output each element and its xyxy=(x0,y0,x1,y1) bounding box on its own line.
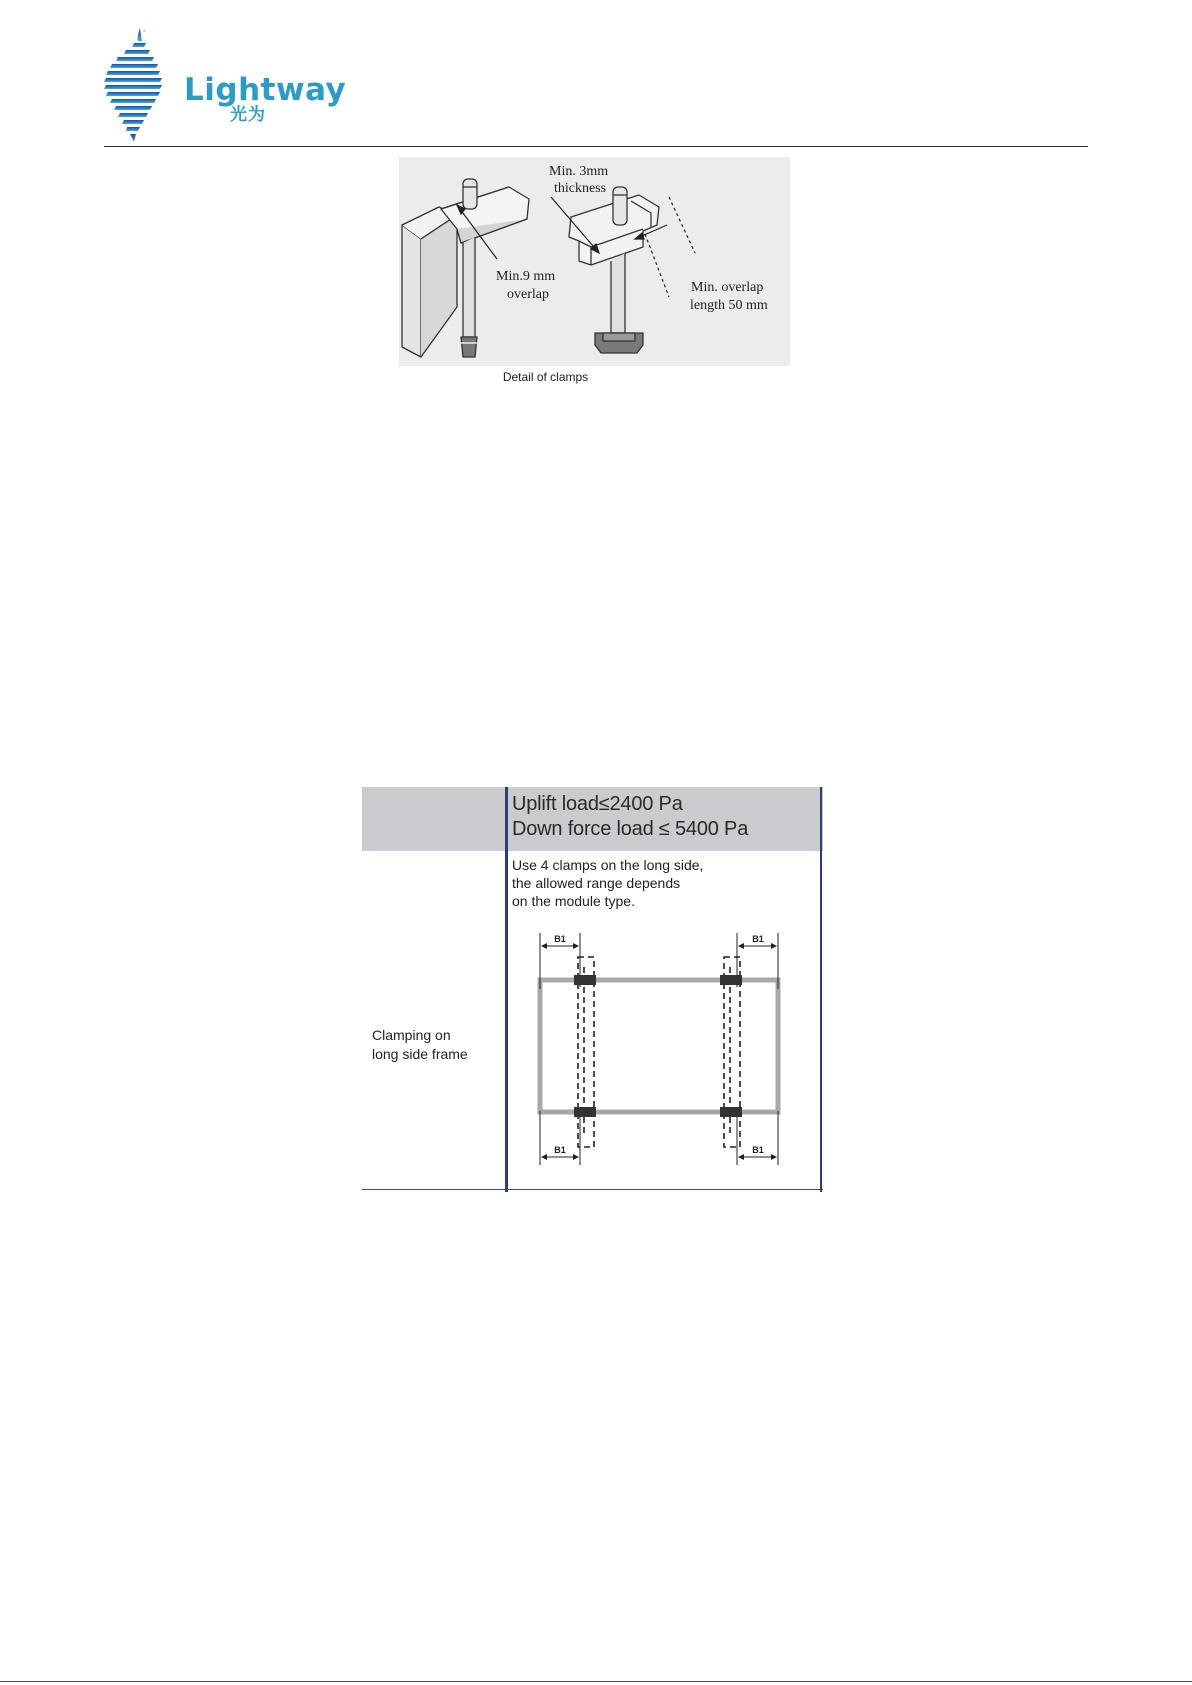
load-header-uplift: Uplift load≤2400 Pa xyxy=(512,793,683,815)
callout-thickness-line2: thickness xyxy=(554,181,607,196)
dimension-label-b1: B1 xyxy=(752,1145,764,1155)
load-header-downforce: Down force load ≤ 5400 Pa xyxy=(512,818,749,840)
figure-caption: Detail of clamps xyxy=(502,370,589,384)
row-description-line2: the allowed range depends xyxy=(512,875,681,891)
row-label-line2: long side frame xyxy=(372,1046,468,1062)
header-divider xyxy=(104,146,1088,147)
clamp-drawing xyxy=(399,157,790,366)
callout-overlap-line1: Min.9 mm xyxy=(496,269,556,284)
table-bottom-border xyxy=(362,1189,823,1190)
table-top-border xyxy=(362,787,823,788)
clamp-detail-figure xyxy=(399,157,790,366)
clamp-marker xyxy=(574,1107,596,1117)
table-row-divider xyxy=(362,850,823,851)
callout-thickness-line1: Min. 3mm xyxy=(549,164,609,179)
dimension-label-b1: B1 xyxy=(752,934,764,944)
footer-divider xyxy=(0,1681,1192,1682)
module-clamp-diagram xyxy=(522,927,784,1175)
row-description-line1: Use 4 clamps on the long side, xyxy=(512,857,704,873)
row-label-line1: Clamping on xyxy=(372,1027,451,1043)
callout-length-line1: Min. overlap xyxy=(691,280,764,295)
brand-name-chinese: 光为 xyxy=(230,105,266,125)
lightway-logo-icon xyxy=(104,26,166,144)
callout-overlap-line2: overlap xyxy=(507,287,549,302)
table-right-border xyxy=(820,787,822,1192)
table-column-divider xyxy=(505,787,508,1192)
dimension-label-b1: B1 xyxy=(554,934,566,944)
brand-name: Lightway xyxy=(184,72,347,108)
callout-length-line2: length 50 mm xyxy=(690,298,768,313)
clamping-table xyxy=(362,787,823,1192)
module-frame xyxy=(540,980,778,1112)
clamp-marker xyxy=(574,975,596,985)
clamp-marker xyxy=(720,1107,742,1117)
dimension-label-b1: B1 xyxy=(554,1145,566,1155)
clamp-marker xyxy=(720,975,742,985)
row-description-line3: on the module type. xyxy=(512,893,635,909)
